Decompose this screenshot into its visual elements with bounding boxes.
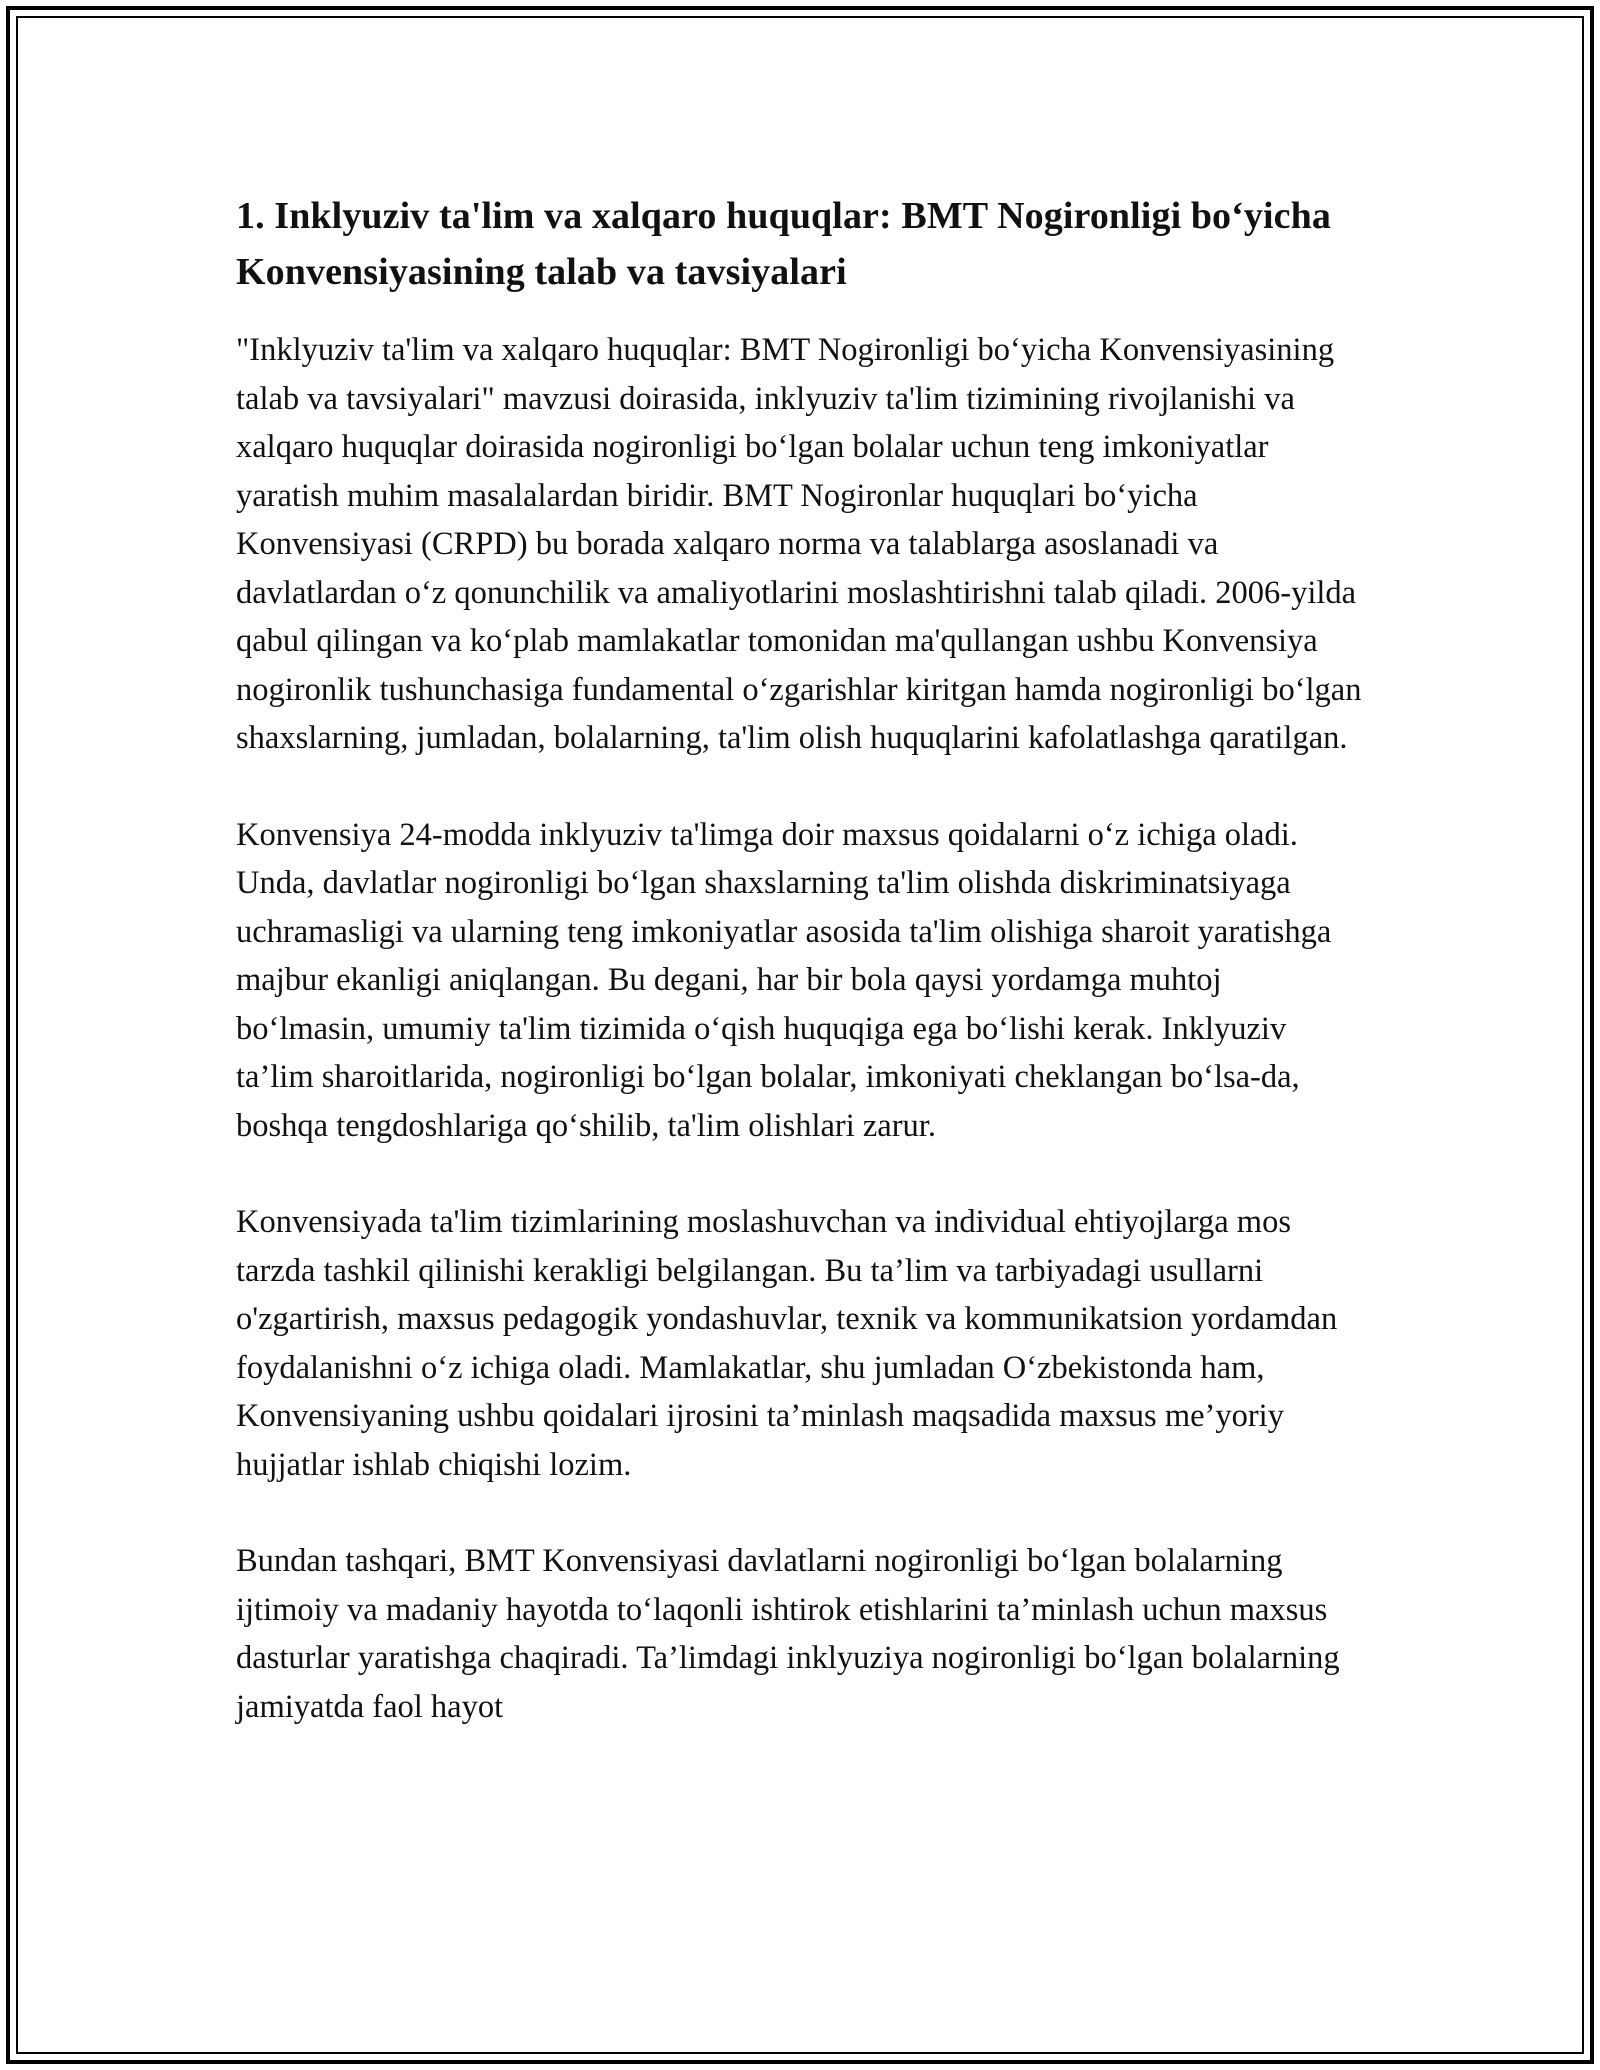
section-heading: 1. Inklyuziv ta'lim va xalqaro huquqlar: BMT Nogironligi bo‘yicha Konvensiyasining talab va tavsiyalari — [236, 195, 1331, 293]
paragraph-4: Bundan tashqari, BMT Konvensiyasi davlatlarni nogironligi bo‘lgan bolalarning ijtimoiy va madaniy hayotda to‘laqonli ishtirok etishlarini ta’minlash uchun maxsus dasturlar yaratishga chaqiradi. Ta’limdagi inklyuziya nogironligi bo‘lgan bolalarning jamiyatda faol hayot — [236, 1543, 1340, 1725]
paragraph-3: Konvensiyada ta'lim tizimlarining moslashuvchan va individual ehtiyojlarga mos tarzda tashkil qilinishi kerakligi belgilangan. Bu ta’lim va tarbiyadagi usullarni o'zgartirish, maxsus pedagogik yondashuvlar, texnik va kommunikatsion yordamdan foydalanishni o‘z ichiga oladi. Mamlakatlar, shu jumladan O‘zbekistonda ham, Konvensiyaning ushbu qoidalari ijrosini ta’minlash maqsadida maxsus me’yoriy hujjatlar ishlab chiqishi lozim. — [236, 1204, 1338, 1483]
paragraph-1: "Inklyuziv ta'lim va xalqaro huquqlar: BMT Nogironligi bo‘yicha Konvensiyasining talab va tavsiyalari" mavzusi doirasida, inklyuziv ta'lim tizimining rivojlanishi va xalqaro huquqlar doirasida nogironligi bo‘lgan bolalar uchun teng imkoniyatlar yaratish muhim masalalardan biridir. BMT Nogironlar huquqlari bo‘yicha Konvensiyasi (CRPD) bu borada xalqaro norma va talablarga asoslanadi va davlatlardan o‘z qonunchilik va amaliyotlarini moslashtirishni talab qiladi. 2006-yilda qabul qilingan va ko‘plab mamlakatlar tomonidan ma'qullangan ushbu Konvensiya nogironlik tushunchasiga fundamental o‘zgarishlar kiritgan hamda nogironligi bo‘lgan shaxslarning, jumladan, bolalarning, ta'lim olish huquqlarini kafolatlashga qaratilgan. — [236, 332, 1362, 756]
paragraph-2: Konvensiya 24-modda inklyuziv ta'limga doir maxsus qoidalarni o‘z ichiga oladi. Unda, davlatlar nogironligi bo‘lgan shaxslarning ta'lim olishda diskriminatsiyaga uchramasligi va ularning teng imkoniyatlar asosida ta'lim olishiga sharoit yaratishga majbur ekanligi aniqlangan. Bu degani, har bir bola qaysi yordamga muhtoj bo‘lmasin, umumiy ta'lim tizimida o‘qish huquqiga ega bo‘lishi kerak. Inklyuziv ta’lim sharoitlarida, nogironligi bo‘lgan bolalar, imkoniyati cheklangan bo‘lsa-da, boshqa tengdoshlariga qo‘shilib, ta'lim olishlari zarur. — [236, 816, 1332, 1144]
document-body — [236, 188, 1366, 1779]
